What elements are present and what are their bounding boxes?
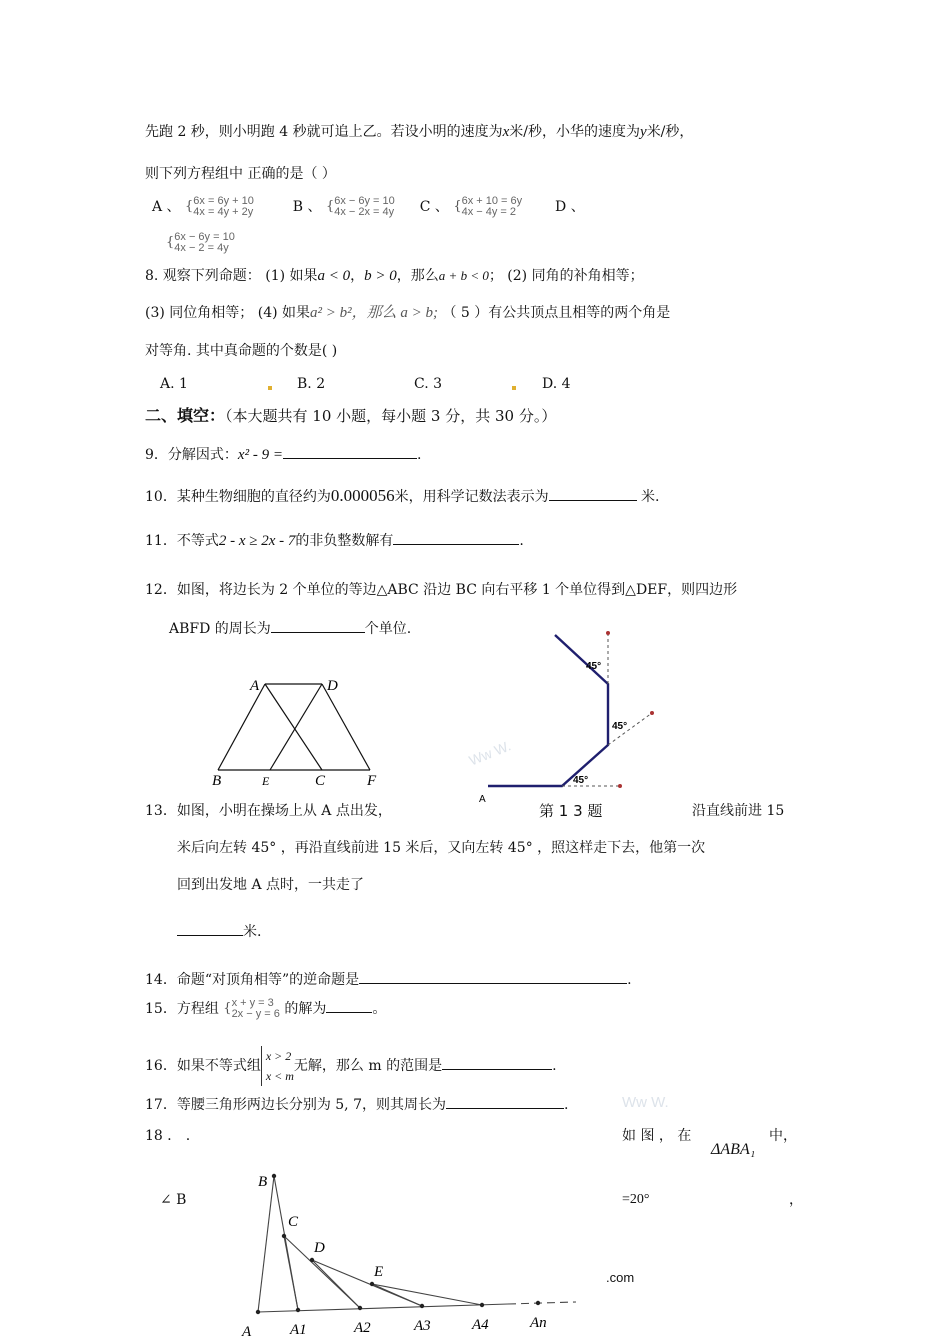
q15-system <box>232 998 280 1020</box>
q17-blank[interactable] <box>446 1094 564 1109</box>
q16 <box>145 1046 557 1086</box>
brace-icon: { <box>166 235 175 250</box>
label-c: C <box>288 1214 299 1230</box>
q15 <box>145 998 386 1020</box>
q8-text-a: 8. 观察下列命题： (1) 如果 <box>145 268 318 284</box>
opt-b-eq2: 4x − 2x = 4y <box>334 206 395 218</box>
q16-c2: x < m <box>265 1069 294 1083</box>
section-desc: （本大题共有 10 小题，每小题 3 分，共 30 分。） <box>225 407 557 425</box>
q18-triangle: ΔABA₁ <box>711 1141 756 1158</box>
label-a3: A3 <box>414 1318 431 1334</box>
q11 <box>145 530 524 551</box>
q12-blank[interactable] <box>271 618 365 633</box>
q11-expr: 2 - x ≥ 2x - 7 <box>218 533 296 549</box>
q16-blank[interactable] <box>442 1055 552 1070</box>
q14 <box>145 969 632 990</box>
opt-b-eq1: 6x − 6y = 10 <box>334 195 395 207</box>
label-an: An <box>530 1315 547 1331</box>
q17-text: 17．等腰三角形两边长分别为 5, 7，则其周长为 <box>145 1097 446 1113</box>
dash-end-dot <box>650 711 654 715</box>
q12-line2 <box>169 618 411 639</box>
opt-c-eq1: 6x + 10 = 6y <box>461 195 523 207</box>
point-d <box>310 1258 314 1262</box>
dash-end-dot <box>618 784 622 788</box>
q10 <box>145 486 659 507</box>
q14-text: 14．命题“对顶角相等”的逆命题是 <box>145 972 360 988</box>
q13-line1b: 沿直线前进 15 <box>692 803 785 819</box>
q10-text: 10．某种生物细胞的直径约为 <box>145 489 331 505</box>
q13-line3: 回到出发地 A 点时，一共走了 <box>177 877 365 893</box>
opt-a-system <box>193 196 254 218</box>
label-c: C <box>315 773 326 789</box>
label-b: B <box>258 1174 268 1190</box>
label-b: B <box>212 773 222 789</box>
watermark: Ww W. <box>466 737 513 769</box>
q9-expr: x² - 9 = <box>237 447 283 463</box>
q14-blank[interactable] <box>359 969 627 984</box>
opt-d-eq2: 4x − 2 = 4y <box>174 242 229 254</box>
opt-b-label: B 、 <box>292 199 322 215</box>
base-line <box>258 1304 508 1312</box>
q8-comma: ， <box>350 268 365 284</box>
q15-eq1: x + y = 3 <box>231 997 274 1009</box>
q7-text-b: 米/秒，小华的速度为 <box>509 124 641 140</box>
label-e: E <box>374 1264 384 1280</box>
var-x: x <box>502 124 510 140</box>
q9-text: 9．分解因式： <box>145 447 238 463</box>
point-c <box>282 1234 286 1238</box>
dot-mark <box>268 386 272 390</box>
q11-end: . <box>519 533 524 549</box>
base-line-dashed <box>508 1302 576 1304</box>
section-2-header <box>145 406 556 427</box>
q18-comma: ， <box>789 1192 803 1208</box>
angle-label-2: 45° <box>612 721 628 732</box>
q18-angle: ∠ B <box>160 1192 187 1208</box>
q13-line2: 米后向左转 45° ，再沿直线前进 15 米后，又向左转 45° ，照这样走下去，他第一次 <box>177 840 706 856</box>
q10-text-b: 米，用科学记数法表示为 <box>394 489 549 505</box>
q7-options <box>152 196 585 218</box>
segment-df <box>322 684 370 770</box>
q11-text-b: 的非负整数解有 <box>295 533 394 549</box>
point-e <box>370 1282 374 1286</box>
section-title: 二、填空： <box>145 406 226 425</box>
q8-text-d: （ 5 ）有公共顶点且相等的两个角是 <box>438 305 671 321</box>
opt-d-label: D 、 <box>555 199 585 215</box>
point-a2 <box>358 1306 362 1310</box>
q13-line4 <box>177 921 261 942</box>
q18-fragment: .com <box>606 1270 635 1285</box>
q15-blank[interactable] <box>326 998 372 1013</box>
point-an <box>536 1301 540 1305</box>
label-a1: A1 <box>290 1322 307 1338</box>
q7-text-a: 先跑 2 秒，则小明跑 4 秒就可追上乙。若设小明的速度为 <box>145 124 503 140</box>
q8-line3: 对等角. 其中真命题的个数是( ) <box>145 343 338 359</box>
label-d: D <box>314 1240 325 1256</box>
segment-ea4 <box>372 1284 482 1305</box>
q10-number: 0.000056 <box>330 486 395 505</box>
q8-squares: a² > b²，那么 a > b; <box>310 305 438 321</box>
q7-text-c: 米/秒， <box>646 124 694 140</box>
opt-b-system <box>334 196 395 218</box>
q8-then: ，那么 <box>396 268 439 284</box>
q13-blank[interactable] <box>177 921 243 936</box>
point-b <box>272 1174 276 1178</box>
label-a: A <box>242 1324 252 1340</box>
segment-a3e <box>372 1284 422 1306</box>
q8-sum: a + b < 0 <box>438 268 489 283</box>
segment-ab <box>218 684 265 770</box>
q15-eq2: 2x − y = 6 <box>231 1008 280 1020</box>
q17-end: . <box>563 1097 569 1113</box>
label-a: A <box>250 678 260 694</box>
q13-caption: 第 1 3 题 <box>539 802 603 820</box>
label-f: F <box>367 773 377 789</box>
q15-text-b: 的解为 <box>284 1001 327 1017</box>
segment-ab <box>258 1176 274 1312</box>
point-a4 <box>480 1303 484 1307</box>
opt-c-label: C 、 <box>419 199 449 215</box>
brace-icon: { <box>325 199 335 214</box>
q9 <box>145 444 421 465</box>
q18-text-b: 如 图 ， 在 <box>622 1128 692 1144</box>
q12-text-b: 个单位. <box>364 621 412 637</box>
q11-text: 11．不等式 <box>145 533 219 549</box>
label-e: E <box>262 774 270 788</box>
start-label-a: A <box>479 794 486 805</box>
q18-figure <box>236 1164 586 1344</box>
q8-a-lt-0: a < 0 <box>317 268 351 284</box>
q7-option-d-system <box>166 232 235 254</box>
q8-line1 <box>145 266 644 286</box>
q7-line1 <box>145 122 693 142</box>
q18-text-c: 中， <box>769 1128 797 1144</box>
q12-text: ABFD 的周长为 <box>169 621 271 637</box>
label-a4: A4 <box>472 1317 489 1333</box>
angle-label-3: 45° <box>586 661 602 672</box>
segment-a2d <box>312 1260 360 1308</box>
q8-line2 <box>145 303 670 323</box>
q18-value: =20° <box>622 1192 650 1207</box>
angle-label-1: 45° <box>573 775 589 786</box>
opt-c-eq2: 4x − 4y = 2 <box>461 206 517 218</box>
q12-figure <box>200 672 400 792</box>
q8-text-b: ； (2) 同角的补角相等； <box>488 268 644 284</box>
point-a <box>256 1310 260 1314</box>
brace-icon: { <box>185 199 194 214</box>
segment-de <box>270 684 322 770</box>
watermark-2: Ww W. <box>622 1094 669 1111</box>
q8-b-gt-0: b > 0 <box>364 268 397 284</box>
q7-line2: 则下列方程组中 正确的是（ ） <box>145 166 336 182</box>
label-a2: A2 <box>354 1320 371 1336</box>
q8-opt-a: A. 1 <box>160 376 188 392</box>
opt-d-eq1: 6x − 6y = 10 <box>174 231 235 243</box>
q9-end: . <box>416 447 422 463</box>
walk-path <box>488 635 608 786</box>
q13-unit: 米. <box>243 924 262 940</box>
q8-text-c: (3) 同位角相等； (4) 如果 <box>145 305 311 321</box>
segment-ac <box>265 684 322 770</box>
label-d: D <box>327 678 338 694</box>
dot-mark <box>512 386 516 390</box>
brace-icon: { <box>223 1001 232 1016</box>
opt-a-label: A 、 <box>152 199 181 215</box>
q14-end: . <box>627 972 632 988</box>
q16-c1: x > 2 <box>265 1049 292 1063</box>
dash-end-dot <box>606 631 610 635</box>
opt-c-system <box>462 196 523 218</box>
q10-blank[interactable] <box>549 486 637 501</box>
q13-line1a: 13．如图，小明在操场上从 A 点出发， <box>145 803 392 819</box>
opt-a-eq2: 4x = 4y + 2y <box>193 206 254 218</box>
q8-opt-d: D. 4 <box>542 376 571 392</box>
opt-a-eq1: 6x = 6y + 10 <box>193 195 254 207</box>
q8-opt-c: C. 3 <box>414 376 443 392</box>
point-a1 <box>296 1308 300 1312</box>
q8-opt-b: B. 2 <box>297 376 326 392</box>
q11-blank[interactable] <box>393 530 519 545</box>
q13-figure <box>470 625 670 825</box>
q16-text: 16．如果不等式组 <box>145 1058 261 1074</box>
q16-end: . <box>552 1058 557 1074</box>
brace-icon: { <box>453 199 462 214</box>
q15-text: 15．方程组 <box>145 1001 219 1017</box>
opt-d-system <box>174 232 235 254</box>
point-a3 <box>420 1304 424 1308</box>
var-y: y <box>640 124 647 140</box>
q15-end: 。 <box>372 1001 387 1017</box>
q10-unit: 米. <box>641 489 660 505</box>
q17 <box>145 1094 568 1115</box>
q16-system <box>261 1046 294 1086</box>
q12-line1: 12．如图，将边长为 2 个单位的等边△ABC 沿边 BC 向右平移 1 个单位得到△DEF，则四边形 <box>145 582 738 598</box>
q9-blank[interactable] <box>283 444 417 459</box>
q18-start: 18 ． . <box>145 1128 191 1144</box>
q16-text-b: 无解，那么 m 的范围是 <box>293 1058 443 1074</box>
